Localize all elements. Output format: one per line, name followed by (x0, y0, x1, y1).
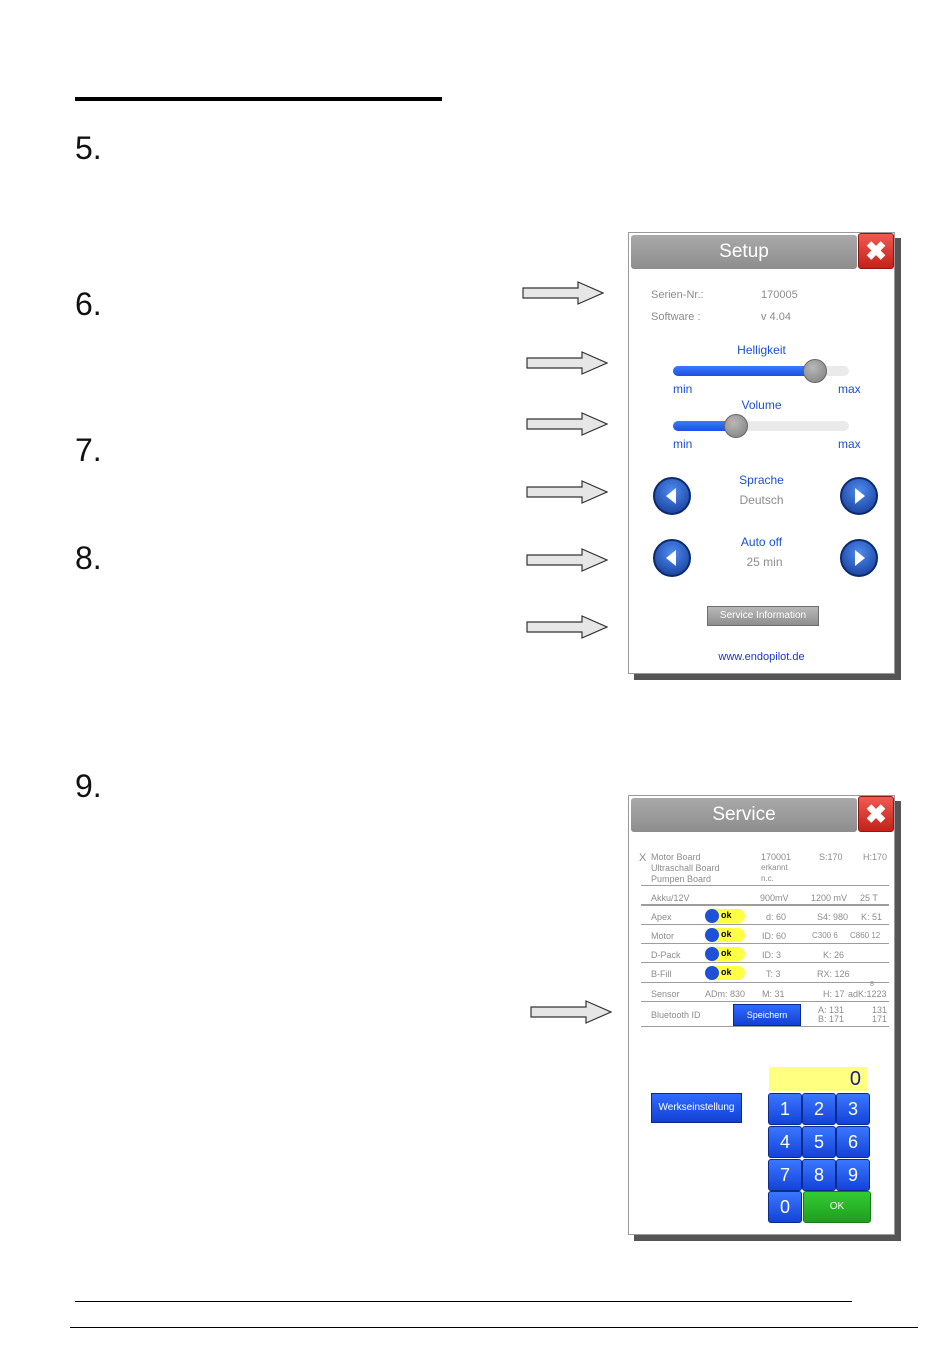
status-dot (705, 909, 719, 923)
divider (641, 1001, 889, 1002)
row-motor-label: Motor (651, 931, 675, 941)
divider (641, 943, 889, 944)
sensor-c2: H: 17 (823, 989, 845, 999)
bluetooth-b2: 171 (872, 1014, 888, 1024)
row-dpack-label: D-Pack (651, 950, 681, 960)
row-bfill-label: B-Fill (651, 969, 672, 979)
row-apex-c2: S4: 980 (817, 912, 849, 922)
row-dpack-c2: K: 26 (823, 950, 845, 960)
website-link[interactable]: www.endopilot.de (718, 651, 805, 663)
divider (641, 924, 889, 925)
arrow-right-icon (526, 351, 608, 375)
autooff-value: 25 min (746, 555, 783, 569)
sensor-c0: ADm: 830 (705, 989, 746, 999)
sensor-label: Sensor (651, 989, 680, 999)
row-motor-c3: C860 12 (850, 931, 881, 940)
setup-dialog (628, 232, 895, 674)
divider (641, 904, 889, 906)
akku-label: Akku/12V (651, 893, 690, 903)
bluetooth-label: Bluetooth ID (651, 1010, 701, 1020)
akku-v3: 25 T (860, 893, 878, 903)
autooff-next-button[interactable] (840, 539, 878, 577)
brightness-min-label: min (673, 382, 693, 396)
key-1[interactable]: 1 (768, 1093, 802, 1125)
volume-knob[interactable] (724, 414, 748, 438)
volume-slider[interactable] (673, 421, 849, 431)
arrow-right-icon (526, 548, 608, 572)
key-3[interactable]: 3 (836, 1093, 870, 1125)
bluetooth-b: B: 171 (818, 1014, 845, 1024)
divider (641, 962, 889, 963)
board-motor-label: Motor Board (651, 852, 701, 862)
footer-rule (70, 1327, 918, 1328)
sensor-c3: adK:1223 (848, 989, 887, 999)
row-motor-c1: ID: 60 (762, 931, 787, 941)
save-button[interactable]: Speichern (733, 1004, 801, 1026)
language-next-button[interactable] (840, 477, 878, 515)
language-value: Deutsch (739, 493, 784, 507)
serial-label: Serien-Nr.: (651, 289, 704, 301)
board-ultrasound-value: erkannt (761, 863, 788, 872)
divider (641, 1026, 889, 1027)
brightness-slider[interactable] (673, 366, 849, 376)
step-5-number: 5. (75, 130, 102, 166)
ok-text: ok (721, 948, 732, 958)
sensor-tick: 8 (870, 981, 874, 988)
close-icon[interactable]: ✖ (858, 233, 894, 269)
factory-settings-button[interactable]: Werkseinstellung (651, 1093, 742, 1123)
x-mark: X (639, 852, 647, 864)
ok-text: ok (721, 967, 732, 977)
key-9[interactable]: 9 (836, 1159, 870, 1191)
step-7-number: 7. (75, 432, 102, 468)
chevron-right-icon (842, 541, 876, 575)
arrow-right-icon (526, 412, 608, 436)
service-dialog (628, 795, 895, 1235)
volume-label: Volume (741, 398, 782, 412)
arrow-right-icon (526, 480, 608, 504)
service-title: Service (631, 798, 857, 832)
bluetooth-a: A: 131 (818, 1005, 845, 1015)
divider (641, 885, 889, 886)
status-dot (705, 928, 719, 942)
motor-ok-indicator (705, 928, 745, 942)
board-motor-value: 170001 (761, 852, 792, 862)
volume-min-label: min (673, 437, 693, 451)
status-dot (705, 966, 719, 980)
step-6-number: 6. (75, 286, 102, 322)
board-ultrasound-label: Ultraschall Board (651, 863, 720, 873)
serial-value: 170005 (761, 289, 798, 301)
brightness-label: Helligkeit (737, 343, 786, 357)
board-s-value: S:170 (819, 852, 843, 862)
akku-v1: 900mV (760, 893, 789, 903)
software-value: v 4.04 (761, 311, 791, 323)
close-icon[interactable]: ✖ (858, 796, 894, 832)
row-dpack-c1: ID: 3 (762, 950, 782, 960)
autooff-label: Auto off (740, 535, 783, 549)
service-information-button[interactable]: Service Information (707, 606, 819, 626)
board-pump-value: n.c. (761, 874, 774, 883)
akku-v2: 1200 mV (811, 893, 848, 903)
ok-text: ok (721, 929, 732, 939)
key-5[interactable]: 5 (802, 1126, 836, 1158)
ok-text: ok (721, 910, 732, 920)
arrow-right-icon (530, 1000, 612, 1024)
row-apex-c1: d: 60 (766, 912, 787, 922)
status-dot (705, 947, 719, 961)
apex-ok-indicator (705, 909, 745, 923)
numeric-display: 0 (769, 1067, 867, 1091)
volume-max-label: max (838, 437, 861, 451)
row-apex-label: Apex (651, 912, 672, 922)
ok-key[interactable]: OK (803, 1191, 871, 1223)
language-label: Sprache (739, 473, 784, 487)
dpack-ok-indicator (705, 947, 745, 961)
key-0[interactable]: 0 (768, 1191, 802, 1223)
software-label: Software : (651, 311, 701, 323)
step-8-number: 8. (75, 540, 102, 576)
board-pump-label: Pumpen Board (651, 874, 712, 884)
header-rule (75, 97, 442, 101)
chevron-right-icon (842, 479, 876, 513)
arrow-right-icon (526, 615, 608, 639)
setup-title: Setup (631, 235, 857, 269)
bfill-ok-indicator (705, 966, 745, 980)
key-7[interactable]: 7 (768, 1159, 802, 1191)
bluetooth-a2: 131 (872, 1005, 888, 1015)
sensor-c1: M: 31 (762, 989, 785, 999)
row-bfill-c1: T: 3 (766, 969, 781, 979)
footer-rule (75, 1301, 852, 1302)
brightness-fill (673, 366, 814, 376)
row-apex-c3: K: 51 (861, 912, 883, 922)
key-4[interactable]: 4 (768, 1126, 802, 1158)
divider (641, 982, 889, 983)
key-8[interactable]: 8 (802, 1159, 836, 1191)
step-9-number: 9. (75, 768, 102, 804)
arrow-right-icon (522, 281, 604, 305)
key-6[interactable]: 6 (836, 1126, 870, 1158)
row-bfill-c2: RX: 126 (817, 969, 850, 979)
brightness-max-label: max (838, 382, 861, 396)
key-2[interactable]: 2 (802, 1093, 836, 1125)
row-motor-c2: C300 6 (812, 931, 838, 940)
brightness-knob[interactable] (803, 359, 827, 383)
board-h-value: H:170 (863, 852, 888, 862)
